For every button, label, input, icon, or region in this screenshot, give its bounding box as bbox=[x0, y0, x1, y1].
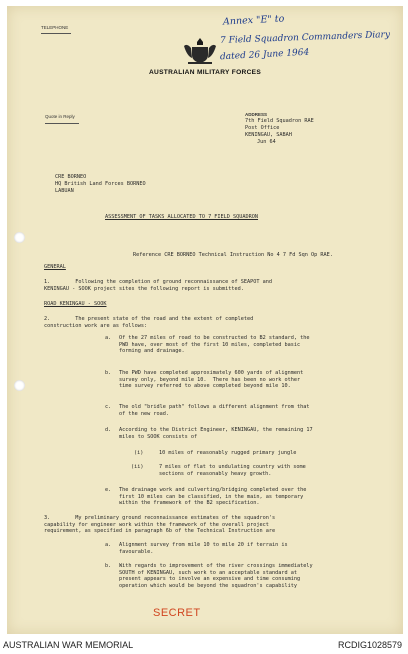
item-text: Alignment survey from mile 10 to mile 20 if terrain is favourable. bbox=[119, 542, 288, 555]
item-label: b. bbox=[105, 370, 112, 376]
item-label: a. bbox=[105, 335, 112, 341]
telephone-label: TELEPHONE bbox=[41, 25, 69, 30]
quote-label: Quote in Reply bbox=[45, 114, 75, 119]
road-heading: ROAD KENINGAU - SOOK bbox=[44, 301, 107, 307]
item-label: e. bbox=[105, 487, 112, 493]
general-heading: GENERAL bbox=[44, 264, 66, 270]
item-text: The PWD have completed approximately 600 yards of alignment survey only, beyond mile 10. There has been no work other time survey referred to above completed beyond mile 10. bbox=[119, 370, 304, 390]
address-line-1: 7th Field Squadron RAE bbox=[245, 118, 314, 124]
item-text: According to the District Engineer, KENINGAU, the remaining 17 miles to SOOK consists of bbox=[119, 427, 313, 440]
recipient-line-1: CRE BORNEO bbox=[55, 174, 87, 180]
subitem-label: (ii) bbox=[131, 464, 144, 470]
item-text: The old "bridle path" follows a different alignment from that of the new road. bbox=[119, 404, 310, 417]
paragraph-3: 3. My preliminary ground reconnaissance estimates of the squadron's capability for engineer work within the framework of the overall project requirement, as specified in paragraph 6b of the Technical Instruction are bbox=[44, 515, 276, 535]
recipient-line-3: LABUAN bbox=[55, 188, 74, 194]
coat-of-arms-icon bbox=[180, 36, 220, 66]
item-text: Of the 27 miles of road to be constructed to B2 standard, the PWD have, over most of the first 10 miles, completed basic forming and drainage. bbox=[119, 335, 310, 355]
annotation-line-2: 7 Field Squadron Commanders Diary bbox=[219, 30, 391, 46]
secret-stamp-bottom: SECRET bbox=[153, 607, 201, 619]
subitem-text: 7 miles of flat to undulating country with some sections of reasonably heavy growth. bbox=[159, 464, 306, 477]
item-label: b. bbox=[105, 563, 112, 569]
item-label: a. bbox=[105, 542, 112, 548]
subitem-text: 10 miles of reasonably rugged primary jungle bbox=[159, 450, 297, 456]
archive-footer bbox=[0, 637, 408, 654]
punch-hole-icon bbox=[14, 232, 25, 243]
address-line-4: Jun 64 bbox=[257, 139, 276, 145]
footer-source: AUSTRALIAN WAR MEMORIAL bbox=[3, 640, 134, 650]
punch-hole-icon bbox=[14, 380, 25, 391]
quote-line bbox=[45, 123, 79, 124]
annotation-line-3: dated 26 June 1964 bbox=[219, 47, 310, 63]
item-text: The drainage work and culverting/bridging completed over the first 10 miles can be classified, in the main, as temporary within the framework of the B2 specification. bbox=[119, 487, 307, 507]
address-line-2: Post Office bbox=[245, 125, 280, 131]
telephone-line bbox=[41, 33, 71, 34]
address-label: ADDRESS bbox=[245, 112, 268, 117]
document-title: ASSESSMENT OF TASKS ALLOCATED TO 7 FIELD SQUADRON bbox=[105, 214, 259, 220]
footer-record-id: RCDIG1028579 bbox=[337, 640, 402, 650]
address-line-3: KENINGAU, SABAH bbox=[245, 132, 292, 138]
item-label: d. bbox=[105, 427, 112, 433]
org-name: AUSTRALIAN MILITARY FORCES bbox=[148, 69, 262, 76]
paragraph-2: 2. The present state of the road and the extent of completed construction work are as follows: bbox=[44, 316, 254, 329]
item-label: c. bbox=[105, 404, 112, 410]
document-page bbox=[7, 6, 403, 634]
reference-line: Reference CRE BORNEO Technical Instruction No 4 7 Fd Sqn Op RAE. bbox=[133, 252, 333, 258]
subitem-label: (i) bbox=[134, 450, 144, 456]
paragraph-1: 1. Following the completion of ground reconnaissance of SEAPOT and KENINGAU - SOOK project sites the following report is submitted. bbox=[44, 279, 272, 292]
recipient-line-2: HQ British Land Forces BORNEO bbox=[55, 181, 146, 187]
annotation-line-1: Annex "E" to bbox=[222, 13, 285, 28]
item-text: With regards to improvement of the river crossings immediately SOUTH of KENINGAU, such work to an acceptable standard at present appears to involve an expensive and time consuming operation which would be beyond the squadron's capability bbox=[119, 563, 313, 589]
